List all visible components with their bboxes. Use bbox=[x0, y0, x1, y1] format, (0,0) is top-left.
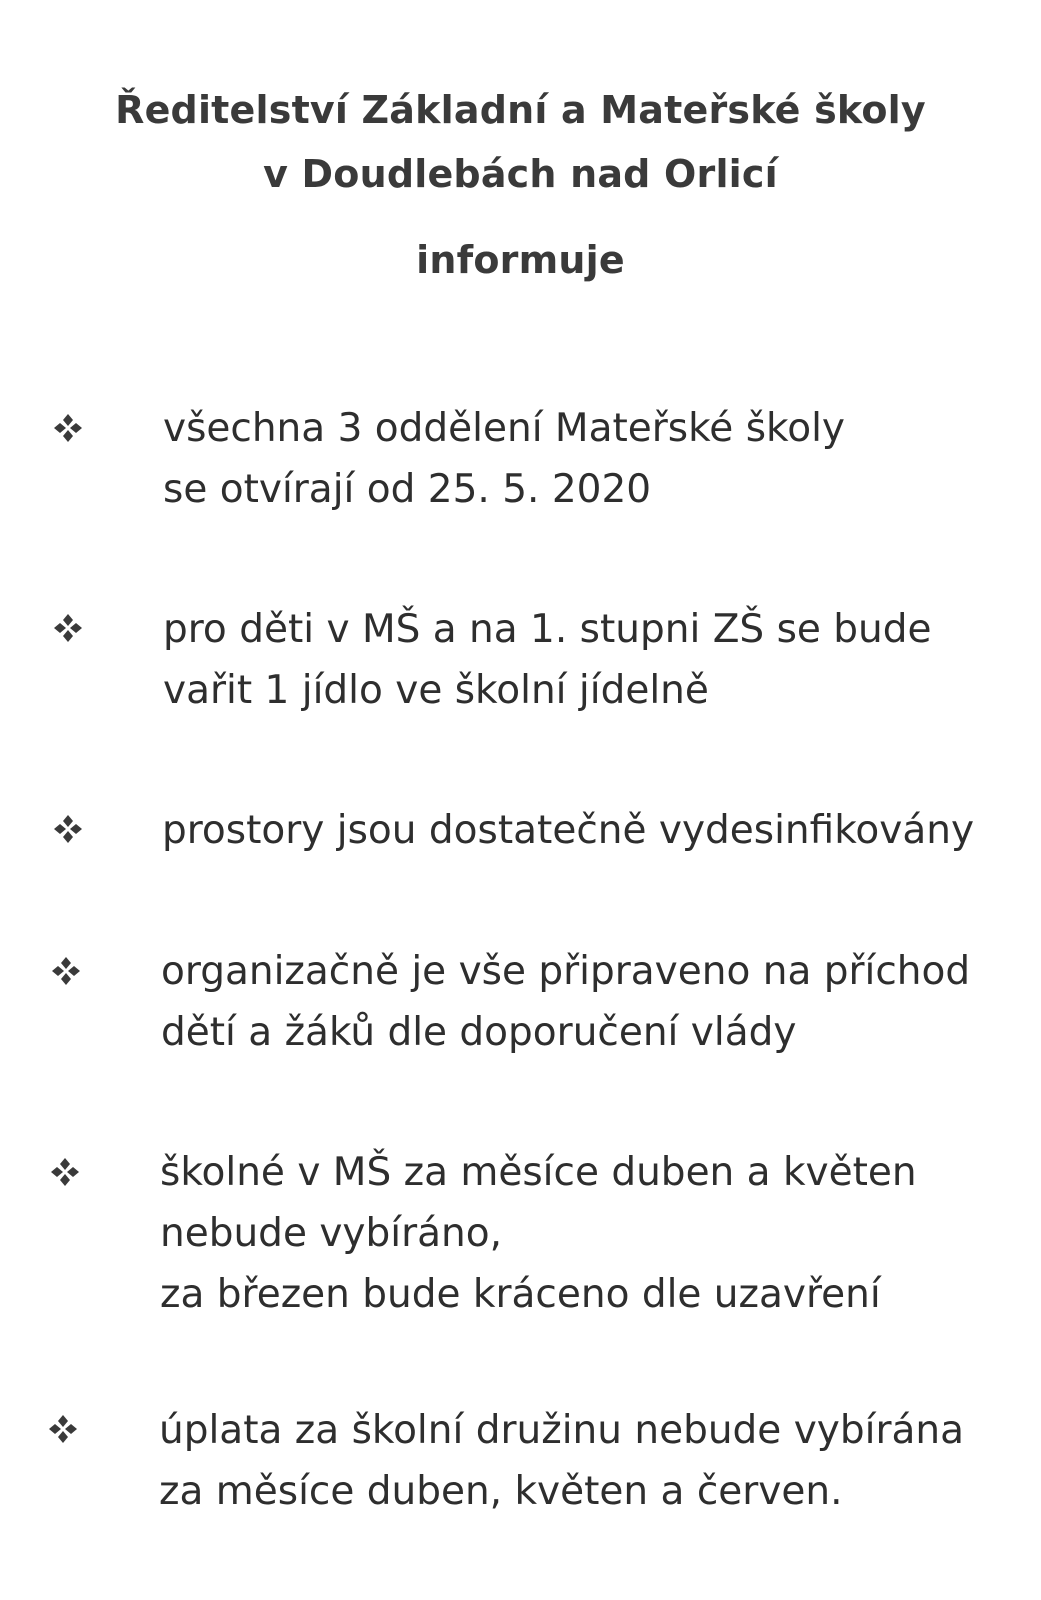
item-line: za měsíce duben, květen a červen. bbox=[159, 1469, 843, 1514]
item-line: se otvírají od 25. 5. 2020 bbox=[163, 467, 652, 512]
item-line: za březen bude kráceno dle uzavření bbox=[160, 1272, 881, 1317]
four-diamond-bullet-icon bbox=[52, 412, 84, 444]
item-line: úplata za školní družinu nebude vybírána bbox=[159, 1408, 965, 1453]
item-line: nebude vybíráno, bbox=[160, 1211, 502, 1256]
four-diamond-bullet-icon bbox=[49, 1156, 81, 1188]
item-line: pro děti v MŠ a na 1. stupni ZŠ se bude bbox=[163, 607, 932, 652]
four-diamond-bullet-icon bbox=[50, 955, 82, 987]
item-line: všechna 3 oddělení Mateřské školy bbox=[163, 406, 845, 451]
item-line: dětí a žáků dle doporučení vlády bbox=[161, 1010, 797, 1055]
item-line: prostory jsou dostatečně vydesinfikovány bbox=[162, 808, 975, 853]
four-diamond-bullet-icon bbox=[52, 813, 84, 845]
header-title: Ředitelství Základní a Mateřské školy bbox=[115, 88, 926, 132]
four-diamond-bullet-icon bbox=[47, 1413, 79, 1445]
item-line: organizačně je vše připraveno na příchod bbox=[161, 949, 971, 994]
item-line: vařit 1 jídlo ve školní jídelně bbox=[163, 668, 709, 713]
header-subtitle: v Doudlebách nad Orlicí bbox=[263, 152, 778, 196]
four-diamond-bullet-icon bbox=[52, 612, 84, 644]
header-informs: informuje bbox=[416, 238, 625, 282]
item-line: školné v MŠ za měsíce duben a květen bbox=[160, 1150, 917, 1195]
